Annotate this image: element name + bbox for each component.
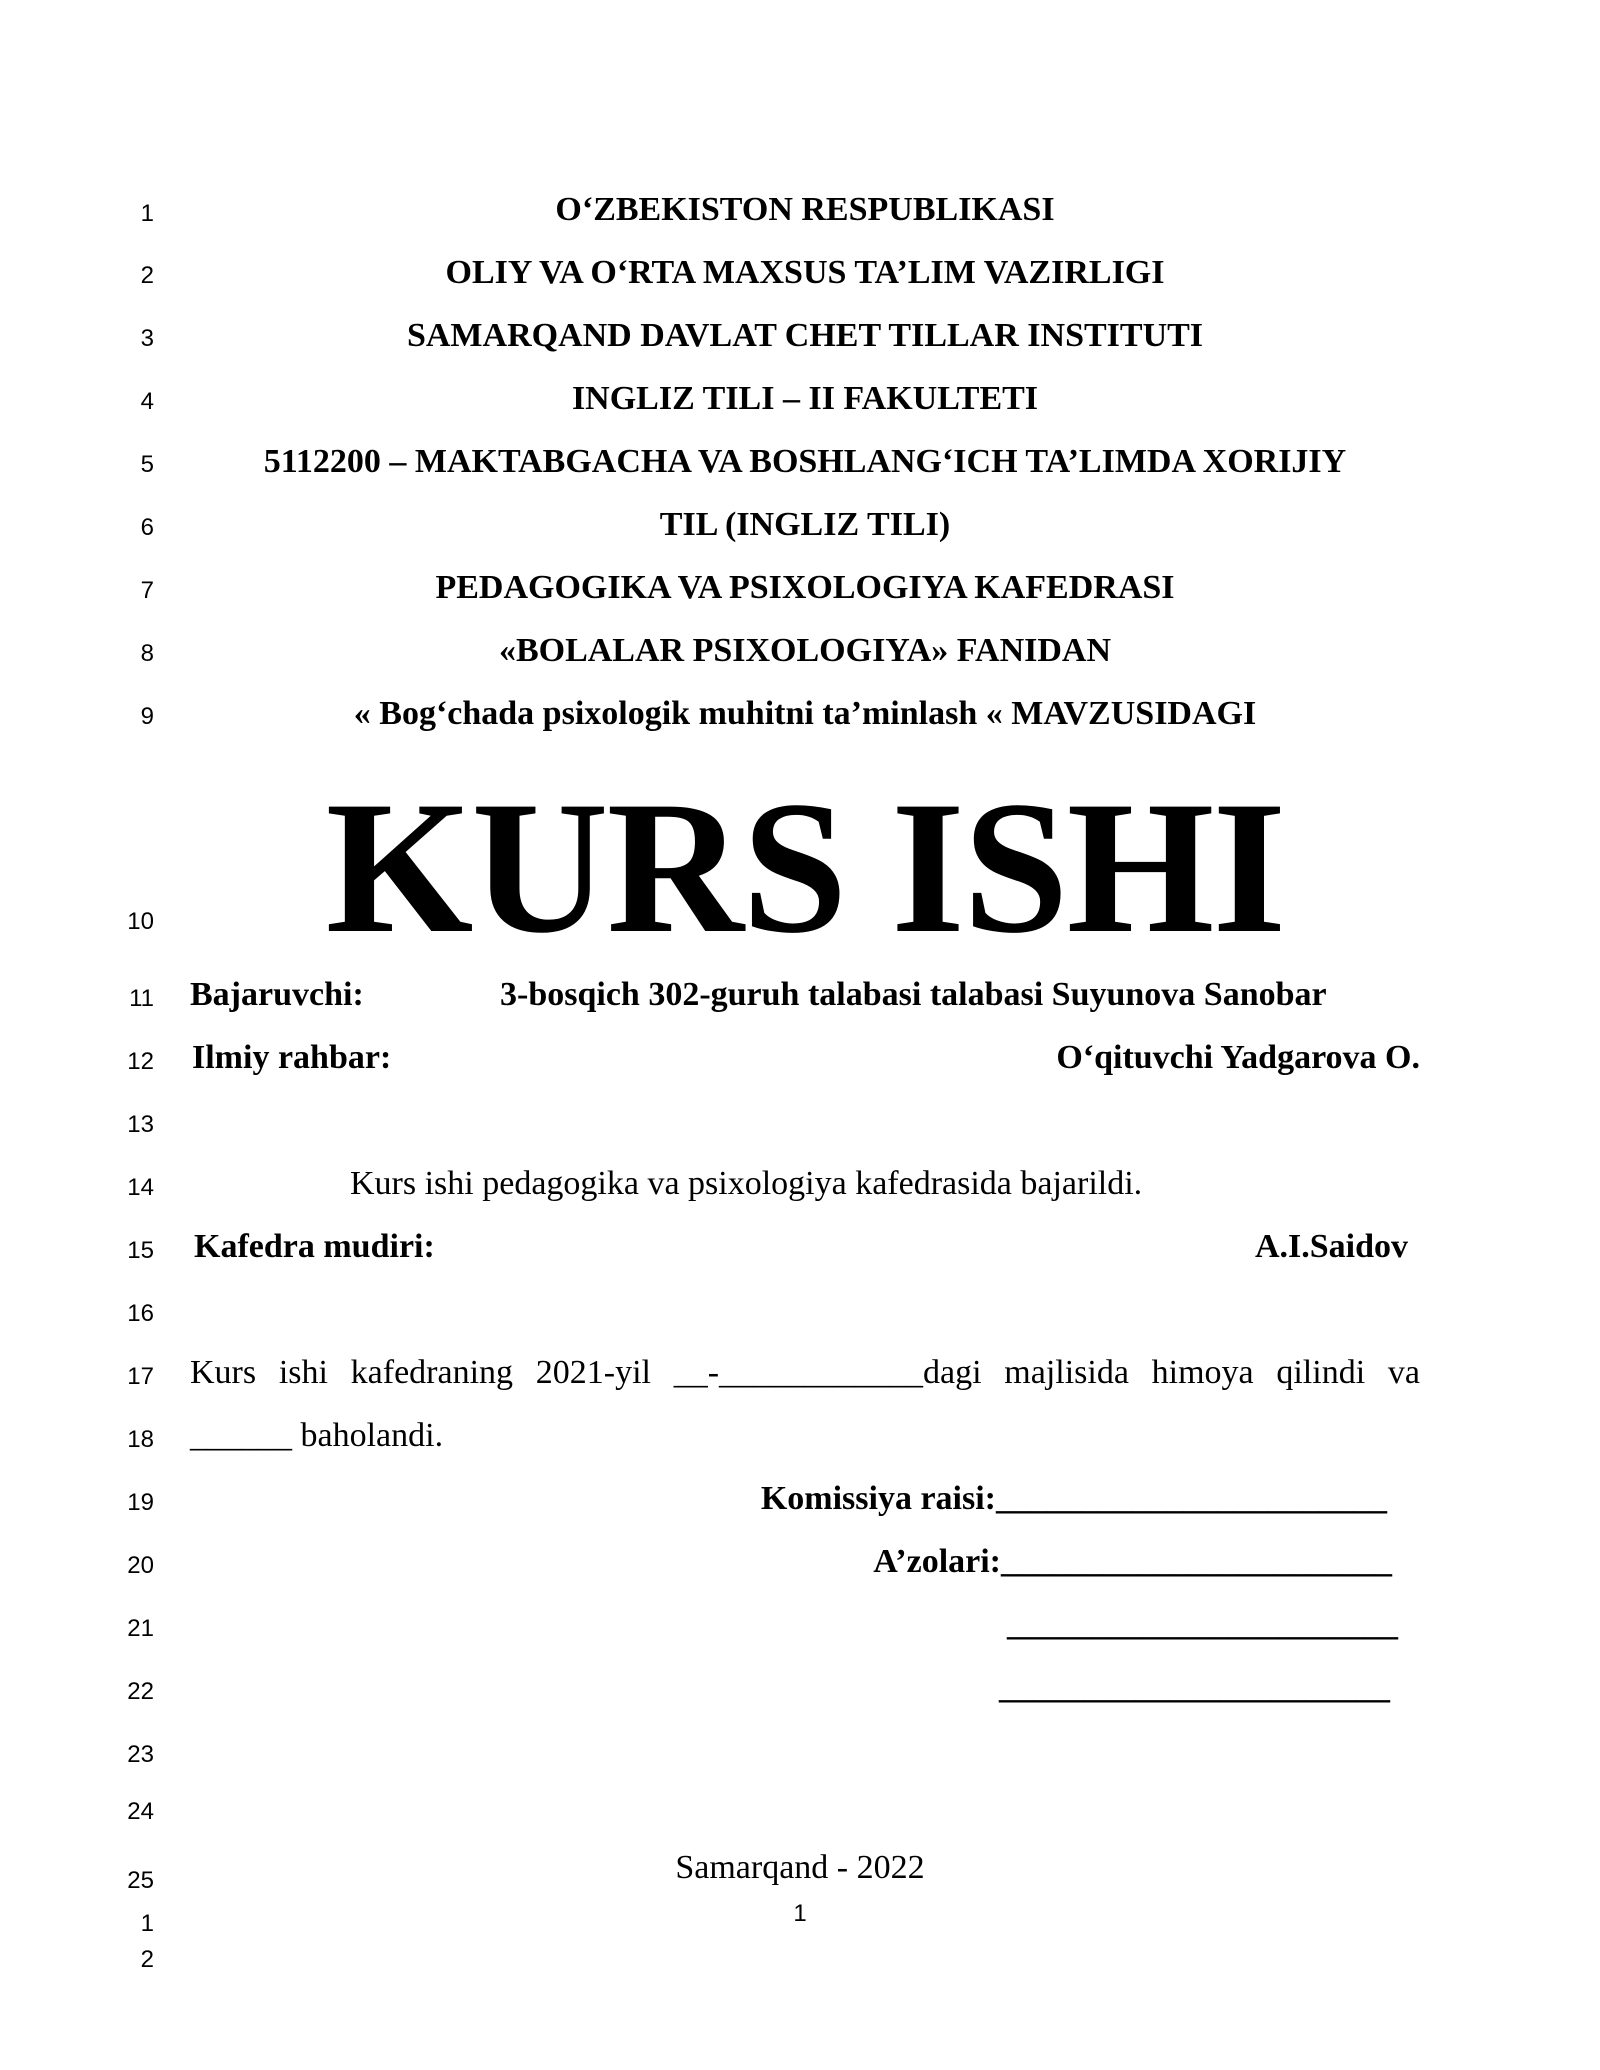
header-institute: SAMARQAND DAVLAT CHET TILLAR INSTITUTI xyxy=(406,317,1204,354)
supervisor-value: O‘qituvchi Yadgarova O. xyxy=(1056,1039,1420,1076)
defense-word: va xyxy=(1387,1354,1420,1391)
defense-word: kafedraning xyxy=(350,1354,514,1391)
line-number: 23 xyxy=(127,1741,154,1768)
defense-word: qilindi xyxy=(1276,1354,1366,1391)
defense-word: ishi xyxy=(278,1354,328,1391)
supervisor-label: Ilmiy rahbar: xyxy=(192,1039,392,1076)
defense-text-line2: ______ baholandi. xyxy=(190,1417,444,1454)
line-number: 17 xyxy=(127,1363,154,1390)
line-number: 1 xyxy=(140,200,154,227)
defense-text-line1 xyxy=(190,1353,1420,1393)
line-number: 13 xyxy=(127,1111,154,1138)
line-number: 4 xyxy=(140,388,154,415)
line-number: 8 xyxy=(140,640,154,667)
line-number: 6 xyxy=(140,514,154,541)
line-number: 5 xyxy=(140,451,154,478)
header-faculty: INGLIZ TILI – II FAKULTETI xyxy=(571,380,1039,417)
commission-members: A’zolari:_______________________ xyxy=(873,1543,1392,1580)
header-subject: «BOLALAR PSIXOLOGIYA» FANIDAN xyxy=(498,632,1112,669)
executor-label: Bajaruvchi: xyxy=(190,976,364,1013)
line-number: 14 xyxy=(127,1174,154,1201)
line-number: 7 xyxy=(140,577,154,604)
header-topic: « Bog‘chada psixologik muhitni ta’minlash « MAVZUSIDAGI xyxy=(353,695,1257,732)
defense-word: majlisida xyxy=(1004,1354,1129,1391)
executor-value: 3-bosqich 302-guruh talabasi talabasi Suyunova Sanobar xyxy=(500,976,1327,1013)
line-number: 20 xyxy=(127,1552,154,1579)
line-number: 19 xyxy=(127,1489,154,1516)
commission-blank-line: _______________________ xyxy=(1007,1606,1398,1643)
defense-word: himoya xyxy=(1151,1354,1254,1391)
line-number: 24 xyxy=(127,1798,154,1825)
line-number: 25 xyxy=(127,1867,154,1894)
completed-text: Kurs ishi pedagogika va psixologiya kafedrasida bajarildi. xyxy=(350,1165,1143,1202)
line-number: 18 xyxy=(127,1426,154,1453)
header-specialty: 5112200 – MAKTABGACHA VA BOSHLANG‘ICH TA’LIMDA XORIJIY xyxy=(263,443,1347,480)
line-number: 2 xyxy=(140,262,154,289)
line-number: 11 xyxy=(129,985,154,1012)
header-specialty-cont: TIL (INGLIZ TILI) xyxy=(659,506,951,543)
line-number: 22 xyxy=(127,1678,154,1705)
footer-line-number: 2 xyxy=(140,1946,154,1973)
line-number: 16 xyxy=(127,1300,154,1327)
head-label: Kafedra mudiri: xyxy=(194,1228,435,1265)
defense-word: Kurs xyxy=(190,1354,257,1391)
line-number: 9 xyxy=(140,703,154,730)
commission-chair: Komissiya raisi:_______________________ xyxy=(760,1480,1387,1517)
defense-word: 2021-yil xyxy=(535,1354,651,1391)
head-value: A.I.Saidov xyxy=(1254,1228,1408,1265)
line-number: 10 xyxy=(127,908,154,935)
header-department: PEDAGOGIKA VA PSIXOLOGIYA KAFEDRASI xyxy=(435,569,1175,606)
commission-blank-line: _______________________ xyxy=(999,1669,1390,1706)
header-country: O‘ZBEKISTON RESPUBLIKASI xyxy=(555,191,1055,228)
line-number: 15 xyxy=(127,1237,154,1264)
footer-line-number: 1 xyxy=(140,1910,154,1937)
city-year: Samarqand - 2022 xyxy=(675,1849,925,1886)
line-number: 21 xyxy=(127,1615,154,1642)
line-number: 12 xyxy=(127,1048,154,1075)
defense-word: __-____________dagi xyxy=(673,1354,982,1391)
page-number: 1 xyxy=(793,1900,807,1927)
document-title: KURS ISHI xyxy=(325,763,1285,973)
line-number: 3 xyxy=(140,325,154,352)
header-ministry: OLIY VA O‘RTA MAXSUS TA’LIM VAZIRLIGI xyxy=(445,254,1165,291)
